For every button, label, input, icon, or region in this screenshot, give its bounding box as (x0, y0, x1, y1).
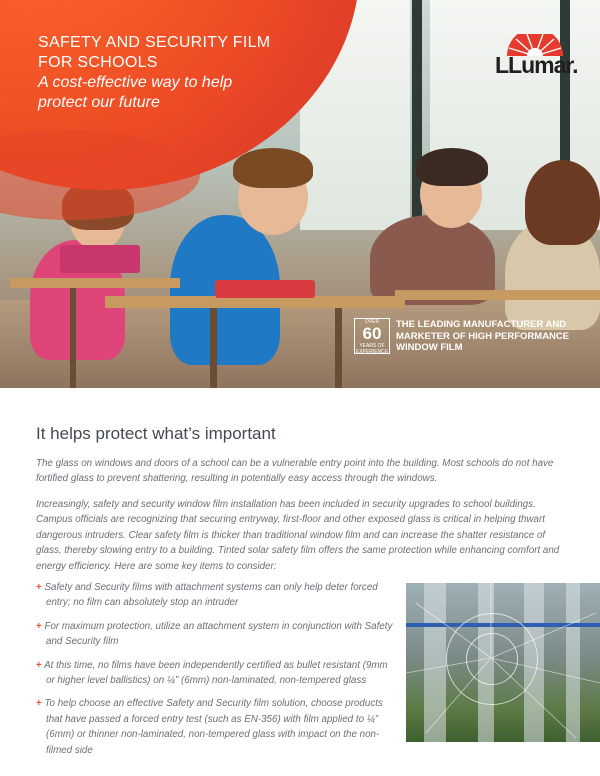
list-item (36, 658, 396, 689)
list-item-text: Safety and Security films with attachment systems can only help deter forced entry; no film can absolutely stop an intruder (44, 582, 378, 609)
intro-paragraph: The glass on windows and doors of a school can be a vulnerable entry point into the building. Most schools do not have fortified glass to prevent shattering, resulting in potentially easy access through the windows. (36, 458, 554, 485)
desk-leg (335, 308, 342, 388)
student-hair (525, 160, 600, 245)
seal-bottom-text: YEARS OF EXPERIENCE (355, 343, 389, 355)
list-item-text: For maximum protection, utilize an attachment system in conjunction with Safety and Security film (44, 620, 393, 648)
list-item (36, 696, 396, 758)
student-hair (233, 148, 313, 188)
list-item-text: To help choose an effective Safety and Security film solution, choose products that have passed a forced entry test (such as EN-356) with film applied to ¼” (6mm) or thinner non-laminated, non-tempered glass with impact on the non-filmed side (44, 698, 383, 756)
header-title-block (38, 33, 270, 113)
seal-number: 60 (362, 324, 382, 343)
list-item (36, 619, 396, 650)
shattered-glass-photo (406, 583, 600, 742)
page-subtitle-line2: protect our future (38, 94, 160, 111)
desk-leg (210, 308, 217, 388)
desk-leg (70, 288, 76, 388)
badge-line3: WINDOW FILM (396, 342, 463, 353)
plus-bullet-icon: + (36, 582, 42, 593)
crack-lines (406, 583, 600, 742)
plus-bullet-icon: + (36, 659, 42, 671)
section-heading: It helps protect what’s important (36, 424, 276, 443)
student-hair (416, 148, 488, 186)
backpack (60, 245, 140, 273)
seal-top-text: OVER (364, 319, 380, 325)
plus-bullet-icon: + (36, 620, 42, 632)
body-paragraph: Increasingly, safety and security window film installation has been included in security upgrades to school buildings. Campus officials are recognizing that securing entryway, first-floor and other exposed glass is critical in helping thwart dangerous intruders. Clear safety film is thicker than traditional window film and can increase the shatter resistance of glass, thereby slowing entry to a building. Tinted solar safety film offers the same protection while enhancing comfort and energy efficiency. Here are some key items to consider: (36, 499, 560, 572)
page-subtitle-line1: A cost-effective way to help (38, 74, 233, 91)
list-item-text: At this time, no films have been independently certified as bullet resistant (9mm or higher level ballistics) on ¼” (6mm) non-laminated, non-tempered glass (44, 659, 388, 687)
key-items-list (36, 580, 396, 766)
logo-wordmark: LLumar. (495, 52, 578, 78)
desk (10, 278, 180, 288)
pencil-case (215, 280, 315, 298)
desk (395, 290, 600, 300)
list-item (36, 580, 396, 611)
badge-line2: MARKETER OF HIGH PERFORMANCE (396, 330, 570, 342)
sixty-years-seal (354, 318, 390, 354)
experience-badge (354, 318, 586, 358)
llumar-logo (495, 34, 578, 78)
page-title-line1: SAFETY AND SECURITY FILM (38, 34, 271, 51)
plus-bullet-icon: + (36, 698, 42, 710)
badge-line1: THE LEADING MANUFACTURER AND (396, 319, 567, 330)
badge-tagline (396, 319, 569, 354)
page-title-line2: FOR SCHOOLS (38, 54, 158, 71)
